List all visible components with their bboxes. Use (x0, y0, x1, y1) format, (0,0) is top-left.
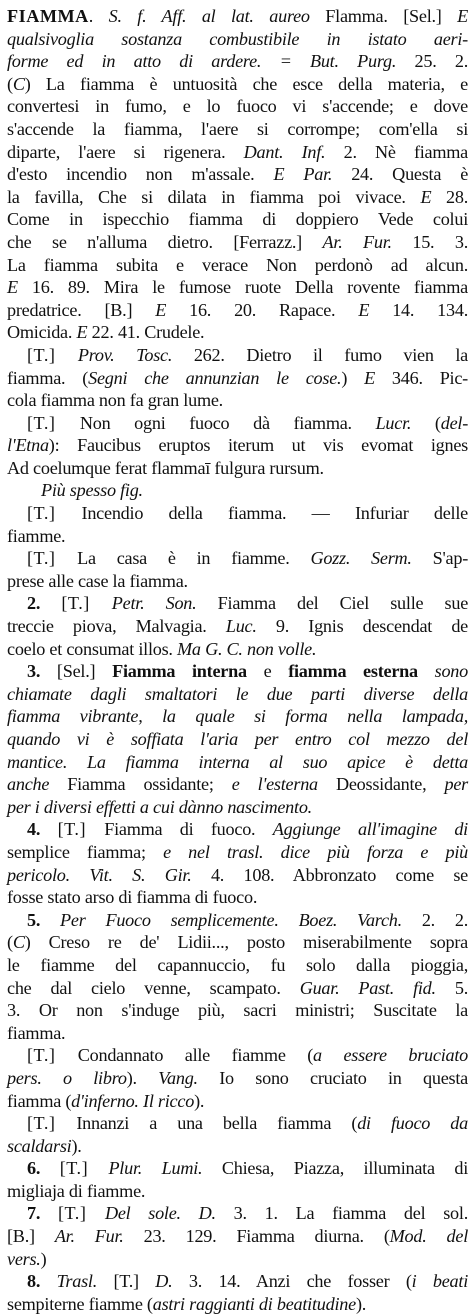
entry-line (7, 886, 468, 909)
entry-line (7, 638, 468, 661)
text-run: quando vi è soffiata l'aria per entro col mezzo del (7, 729, 468, 749)
text-run: fiamma. (7, 1022, 66, 1043)
text-run: E Par. (273, 164, 333, 185)
text-run: fiamma vibrante, la quale si forma nella lampada, (7, 706, 468, 727)
entry-line (7, 28, 468, 51)
text-run: Mod. del (389, 1226, 469, 1247)
entry-line (7, 1067, 468, 1090)
text-run: La casa è in fiamme. (77, 548, 311, 569)
entry-line (7, 50, 468, 73)
text-run: cola fiamma non fa gran lume. (7, 390, 223, 411)
text-run: Trasl. (56, 1271, 98, 1292)
text-run: che dal cielo venne, scampato. (7, 977, 300, 998)
entry-line (7, 186, 468, 209)
text-run: 2. 2. (401, 909, 469, 930)
text-run: vers. (7, 1248, 41, 1269)
text-run: ) Creso re de' Lidii..., posto miserabilmente sopra (24, 932, 468, 953)
text-run: Guar. Past. fid. (299, 977, 436, 998)
text-run: ). (126, 1067, 159, 1088)
entry-line (7, 683, 468, 706)
entry-line (7, 773, 468, 796)
text-run: e l'esterna (231, 774, 318, 795)
entry-line (7, 864, 468, 887)
text-run: qualsivoglia sostanza combustibile in istato aeri- (7, 28, 468, 49)
text-run: Ar. Fur. (322, 231, 392, 252)
text-run: [T.] (27, 503, 82, 524)
text-run (186, 6, 202, 26)
text-run: 8. (27, 1271, 57, 1292)
text-run: di fuoco da (357, 1113, 468, 1134)
text-run: Fiamma di fuoco. (104, 819, 273, 840)
text-run: Io sono cruciato in questa (197, 1067, 468, 1088)
text-run: Incendio della fiamma. — Infuriar delle (81, 503, 468, 524)
entry-line (7, 299, 468, 322)
text-run: per i diversi effetti a cui dànno nascimento. (7, 796, 312, 817)
text-run: d'esto incendio non m'assale. (7, 164, 274, 185)
text-run: pericolo. Vit. S. Gir. (7, 864, 192, 885)
text-run: aureo (269, 6, 310, 26)
entry-line (7, 954, 468, 977)
text-run: ). (71, 1135, 82, 1156)
text-run: mantice. La fiamma interna al suo apice è detta (7, 751, 468, 772)
text-run: Lucr. (375, 412, 412, 433)
text-run: Ar. Fur. (54, 1226, 124, 1247)
entry-line (7, 1270, 468, 1293)
text-run: 6. (27, 1158, 60, 1179)
text-run: [T.] (57, 1203, 105, 1224)
text-run: 25. 2. (396, 51, 468, 72)
entry-line (7, 525, 468, 548)
entry-line (7, 931, 468, 954)
text-run: Fiamma interna (112, 661, 247, 682)
text-run: 16. 20. Rapace. (166, 299, 359, 320)
entry-line (7, 434, 468, 457)
text-run: 4. (27, 819, 58, 840)
text-run: E (7, 277, 18, 298)
entry-line (7, 592, 468, 615)
entry-line (7, 977, 468, 1000)
text-run: ( (7, 73, 13, 94)
text-run: [T.] (27, 548, 78, 569)
text-run: predatrice. [B.] (7, 299, 156, 320)
text-run: Del sole. D. (104, 1203, 216, 1224)
text-run: Non ogni fuoco dà fiamma. (79, 412, 376, 433)
text-run: diparte, l'aere si rigenera. (7, 141, 244, 162)
text-run: e (246, 661, 289, 682)
text-run: ) (40, 1248, 47, 1269)
text-run: [Sel.] (56, 661, 113, 682)
text-run: fiamma ( (7, 1090, 72, 1111)
text-run: Prov. Tosc. (77, 344, 173, 365)
text-run: sono (417, 661, 468, 682)
text-run: Luc. (225, 616, 257, 637)
entry-line (7, 1225, 468, 1248)
text-run: 262. Dietro il fumo vien la (172, 344, 468, 365)
text-run: Deossidante, (317, 774, 445, 795)
text-run: convertesi in fumo, e lo fuoco vi s'accende; e dove (7, 96, 468, 117)
text-run: 16. 89. Mira le fumose ruote Della rovente fiamma (17, 277, 468, 298)
entry-line (7, 660, 468, 683)
text-run: [T.] (59, 1158, 109, 1179)
text-run: E (76, 322, 88, 343)
text-run: ( (7, 932, 13, 953)
text-run: scaldarsi (7, 1135, 72, 1156)
entry-line (7, 818, 468, 841)
headword: FIAMMA (7, 6, 89, 26)
text-run: Ad coelumque ferat flammaī fulgura rursum. (7, 457, 324, 478)
text-run: S. f. Aff. (108, 6, 187, 26)
text-run: chiamate dagli smaltatori le due parti diverse della (7, 683, 468, 704)
text-run: sempiterne fiamme ( (7, 1293, 153, 1314)
text-run: 3. (27, 661, 57, 682)
entry-line (7, 1157, 468, 1180)
text-run: Fiamma del Ciel sulle sue (196, 593, 469, 614)
text-run: E (420, 186, 432, 207)
text-run: semplice fiamma; (7, 841, 164, 862)
text-run: Plur. Lumi. (108, 1158, 203, 1179)
text-run: S'ap- (411, 548, 469, 569)
entry-line (7, 615, 468, 638)
text-run: per (444, 774, 468, 795)
entry-line (7, 5, 468, 28)
text-run: Gozz. Serm. (310, 548, 412, 569)
text-run: la favilla, Che si dilata in fiamma poi vivace. (7, 186, 421, 207)
text-run: Segni che annunzian le cose. (88, 367, 342, 388)
text-run: Fiamma ossidante; (49, 774, 232, 795)
text-run: [T.] (61, 593, 112, 614)
text-run: l'Etna (7, 435, 49, 456)
text-run: fiamme. (7, 525, 66, 546)
text-run: treccie piova, Malvagia. (7, 616, 226, 637)
text-run: che se n'alluma dietro. [Ferrazz.] (7, 231, 323, 252)
entry-line (7, 999, 468, 1022)
text-run: 7. (27, 1203, 58, 1224)
entry-line (7, 705, 468, 728)
text-run: Dant. Inf. (243, 141, 326, 162)
entry-line (7, 1135, 468, 1158)
entry-line (7, 1044, 468, 1067)
text-run: forme ed in atto di ardere. = But. Purg. (7, 51, 397, 72)
text-run: 3. 14. Anzi che fosser ( (172, 1271, 412, 1292)
entry-line (7, 909, 468, 932)
entry-line (7, 728, 468, 751)
text-run: astri raggianti di beatitudine (152, 1293, 356, 1314)
text-run: Per Fuoco semplicemente. Boez. Varch. (60, 909, 402, 930)
entry-line (7, 479, 468, 502)
text-run: Flamma. [Sel.] (309, 6, 458, 26)
text-run: Più spesso fig. (41, 480, 143, 501)
text-run: E (457, 6, 468, 26)
entry-line (7, 389, 468, 412)
entry-line (7, 412, 468, 435)
text-run: E (155, 299, 167, 320)
text-run: e nel trasl. dice più forza e più (163, 841, 469, 862)
entry-line (7, 751, 468, 774)
text-run: Innanzi a una bella fiamma ( (76, 1113, 358, 1134)
text-run: Omicida. (7, 322, 77, 343)
entry-line (7, 1180, 468, 1203)
text-run: [T.] (27, 1045, 78, 1066)
text-run: 3. Or non s'induge più, sacri ministri; Suscitate la (7, 1000, 468, 1021)
text-run: ). (194, 1090, 205, 1111)
text-run: 3. 1. La fiamma del sol. (215, 1203, 468, 1224)
text-run: Condannato alle fiamme ( (77, 1045, 314, 1066)
entry-line (7, 95, 468, 118)
text-run: i beati (411, 1271, 469, 1292)
text-run: al lat. (201, 6, 254, 26)
text-run: 346. Pic- (374, 367, 468, 388)
text-run: fosse stato arso di fiamma di fuoco. (7, 887, 258, 908)
entry-line (7, 457, 468, 480)
entry-line (7, 163, 468, 186)
text-run: ). (355, 1293, 367, 1314)
text-run: [T.] (97, 1271, 156, 1292)
text-run: prese alle case la fiamma. (7, 570, 188, 591)
text-run: C (12, 932, 25, 953)
text-run: C (12, 73, 25, 94)
text-run: ): Faucibus eruptos iterum ut vis evomat ignes (48, 435, 468, 456)
text-run: anche (7, 774, 50, 795)
text-run: E (358, 299, 370, 320)
text-run: ) (341, 367, 365, 388)
text-run: Aggiunge all'imagine di (272, 819, 468, 840)
text-run: ( (411, 412, 441, 433)
entry-line (7, 1293, 468, 1315)
text-run: [T.] (27, 1113, 77, 1134)
text-run: fiamma. ( (7, 367, 89, 388)
entry-line (7, 73, 468, 96)
text-run: 5. (27, 909, 61, 930)
entry-line (7, 231, 468, 254)
entry-line (7, 547, 468, 570)
entry-line (7, 1112, 468, 1135)
text-run: 2. Nè fiamma (325, 141, 468, 162)
text-run: [B.] (7, 1226, 55, 1247)
text-run (254, 6, 270, 26)
text-run: [T.] (27, 344, 78, 365)
text-run: 22. 41. Crudele. (87, 322, 205, 343)
text-run: ) La fiamma è untuosità che esce della materia, e (24, 73, 468, 94)
text-run: 28. (431, 186, 468, 207)
entry-line (7, 1022, 468, 1045)
text-run: [T.] (27, 412, 80, 433)
text-run: a essere bruciato (313, 1045, 468, 1066)
text-run: E (364, 367, 375, 388)
entry-line (7, 502, 468, 525)
text-run: 24. Questa è (332, 164, 469, 185)
entry-line (7, 276, 468, 299)
entry-line (7, 796, 468, 819)
text-run: s'accende la fiamma, l'aere si corrompe; com'ella si (7, 118, 468, 139)
text-run: 4. 108. Abbronzato come se (191, 864, 468, 885)
entry-line (7, 367, 468, 390)
entry-line (7, 321, 468, 344)
text-run: le fiamme del capannuccio, fu solo dalla pioggia, (7, 954, 468, 975)
text-run: coelo et consumat illos. (7, 638, 178, 659)
text-run: 15. 3. (391, 231, 469, 252)
text-run: migliaja di fiamme. (7, 1180, 146, 1201)
text-run: Vang. (158, 1067, 198, 1088)
text-run: 2. (27, 593, 62, 614)
entry-line (7, 208, 468, 231)
entry-line (7, 254, 468, 277)
entry-line (7, 141, 468, 164)
entry-line (7, 1202, 468, 1225)
text-run: D. (155, 1271, 173, 1292)
text-run: d'inferno. Il ricco (71, 1090, 195, 1111)
entry-line (7, 1090, 468, 1113)
text-run: La fiamma subita e verace Non perdonò ad alcun. (7, 254, 468, 275)
entry-line (7, 1248, 468, 1271)
text-run: 23. 129. Fiamma diurna. ( (123, 1226, 390, 1247)
entry-line (7, 344, 468, 367)
entry-line (7, 570, 468, 593)
text-run: Ma G. C. non volle. (177, 638, 317, 659)
entry-line (7, 841, 468, 864)
text-run: Come in ispecchio fiamma di doppiero Vede colui (7, 209, 468, 230)
text-run: fiamma esterna (288, 661, 418, 682)
text-run: 9. Ignis descendat de (256, 616, 468, 637)
text-run: Chiesa, Piazza, illuminata di (202, 1158, 468, 1179)
text-run: [T.] (57, 819, 105, 840)
text-run: . (88, 6, 109, 26)
text-run: 5. (435, 977, 469, 998)
text-run: 14. 134. (369, 299, 468, 320)
text-run: del- (440, 412, 469, 433)
text-run: Petr. Son. (111, 593, 197, 614)
text-run: pers. o libro (7, 1067, 127, 1088)
entry-line (7, 118, 468, 141)
